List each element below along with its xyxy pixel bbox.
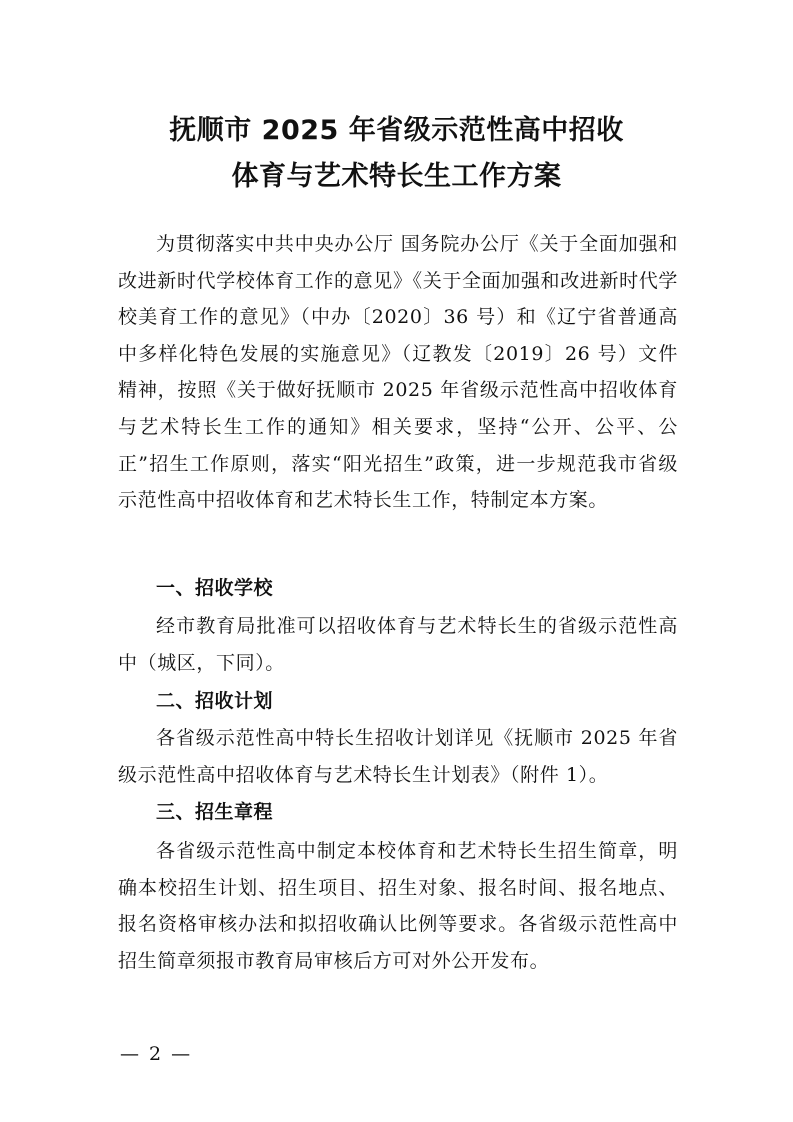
document-title-line-1: 抚顺市 2025 年省级示范性高中招收 [169, 115, 624, 146]
intro-paragraph: 为贯彻落实中共中央办公厅 国务院办公厅《关于全面加强和改进新时代学校体育工作的意见》《关于全面加强和改进新时代学校美育工作的意见》（中办〔2020〕36 号）和《辽宁省普通高中多样化特色发展的实施意见》（辽教发〔2019〕26 号）文件精神，按照《关于做好抚顺市 2025 年省级示范性高中招收体育与艺术特长生工作的通知》相关要求，坚持“公开、公平、公正”招生工作原则，落实“阳光招生”政策，进一步规范我市省级示范性高中招收体育和艺术特长生工作，特制定本方案。 [118, 233, 678, 512]
section-heading-plan: 二、招收计划 [156, 690, 274, 712]
section-text-regulations: 各省级示范性高中制定本校体育和艺术特长生招生简章，明确本校招生计划、招生项目、招生对象、报名时间、报名地点、报名资格审核办法和拟招收确认比例等要求。各省级示范性高中招生简章须报市教育局审核后方可对外公开发布。 [118, 840, 678, 972]
page-number: — 2 — [120, 1043, 193, 1065]
document-title-line-2: 体育与艺术特长生工作方案 [231, 161, 562, 192]
section-text-plan: 各省级示范性高中特长生招收计划详见《抚顺市 2025 年省级示范性高中招收体育与艺术特长生计划表》（附件 1）。 [118, 727, 678, 786]
section-heading-schools: 一、招收学校 [156, 577, 274, 599]
section-heading-regulations: 三、招生章程 [156, 801, 274, 823]
section-text-schools: 经市教育局批准可以招收体育与艺术特长生的省级示范性高中（城区，下同）。 [118, 615, 678, 674]
